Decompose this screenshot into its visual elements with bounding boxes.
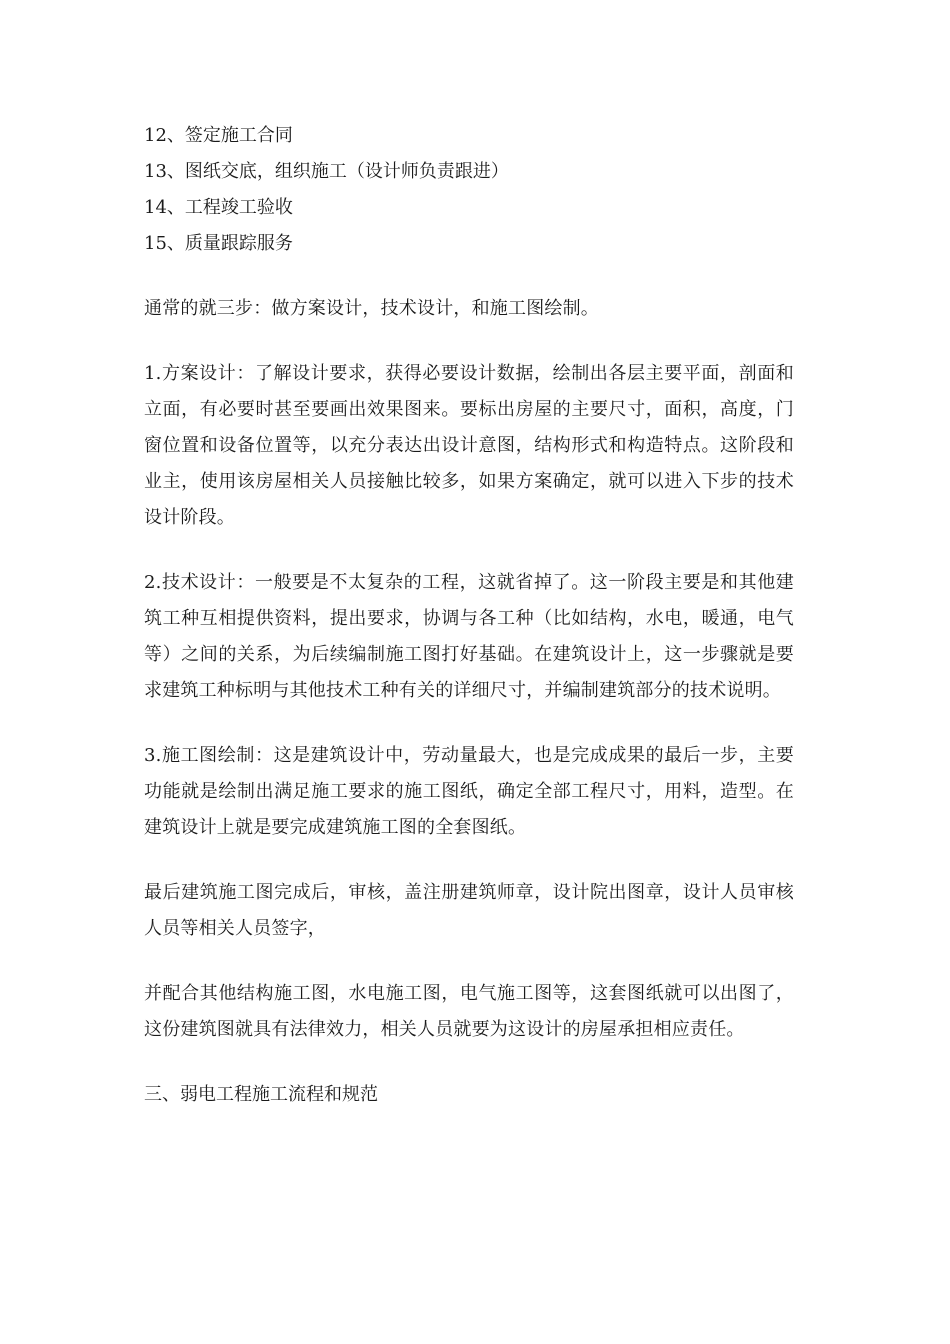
document-page bbox=[144, 118, 794, 1113]
technical-design-paragraph: 2.技术设计：一般要是不太复杂的工程，这就省掉了。这一阶段主要是和其他建筑工种互相提供资料，提出要求，协调与各工种（比如结构，水电，暖通，电气等）之间的关系，为后续编制施工图打好基础。在建筑设计上，这一步骤就是要求建筑工种标明与其他技术工种有关的详细尺寸，并编制建筑部分的技术说明。 bbox=[144, 572, 794, 701]
list-item: 15、质量跟踪服务 bbox=[144, 233, 293, 254]
list-item: 14、工程竣工验收 bbox=[144, 197, 293, 218]
section-heading: 三、弱电工程施工流程和规范 bbox=[144, 1084, 378, 1105]
final-review-paragraph: 最后建筑施工图完成后，审核，盖注册建筑师章，设计院出图章，设计人员审核人员等相关人员签字， bbox=[144, 882, 794, 939]
construction-drawing-paragraph: 3.施工图绘制：这是建筑设计中，劳动量最大，也是完成成果的最后一步，主要功能就是绘制出满足施工要求的施工图纸，确定全部工程尺寸，用料，造型。在建筑设计上就是要完成建筑施工图的全套图纸。 bbox=[144, 745, 794, 838]
list-item: 12、签定施工合同 bbox=[144, 125, 293, 146]
steps-list bbox=[144, 118, 794, 262]
list-item: 13、图纸交底，组织施工（设计师负责跟进） bbox=[144, 161, 509, 182]
intro-paragraph: 通常的就三步：做方案设计，技术设计，和施工图绘制。 bbox=[144, 298, 599, 319]
cooperate-paragraph: 并配合其他结构施工图，水电施工图，电气施工图等，这套图纸就可以出图了，这份建筑图就具有法律效力，相关人员就要为这设计的房屋承担相应责任。 bbox=[144, 983, 794, 1040]
scheme-design-paragraph: 1.方案设计：了解设计要求，获得必要设计数据，绘制出各层主要平面，剖面和立面，有必要时甚至要画出效果图来。要标出房屋的主要尺寸，面积，高度，门窗位置和设备位置等，以充分表达出设计意图，结构形式和构造特点。这阶段和业主，使用该房屋相关人员接触比较多，如果方案确定，就可以进入下步的技术设计阶段。 bbox=[144, 363, 794, 528]
